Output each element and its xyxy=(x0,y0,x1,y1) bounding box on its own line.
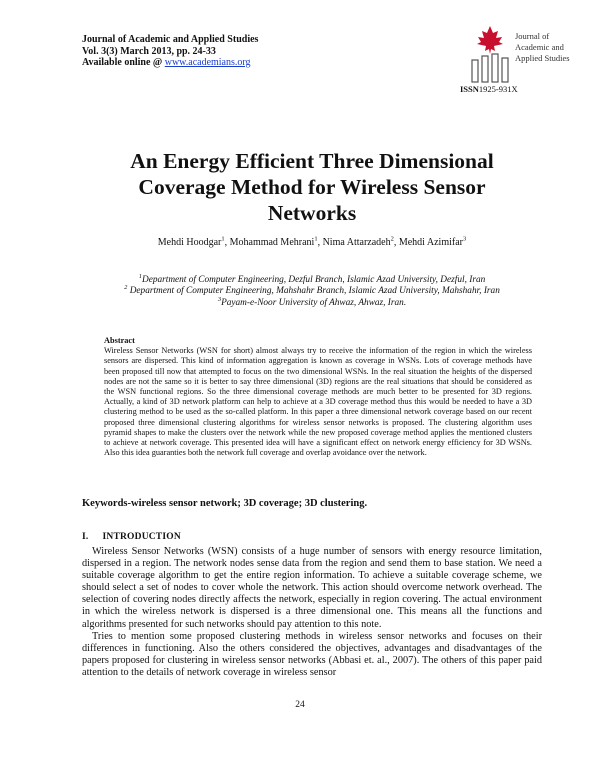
paragraph: Wireless Sensor Networks (WSN) consists of a huge number of sensors with energy resource limitation, dispersed in a region. The network nodes sense data from the region and send them to base station. We need a suitable coverage algorithm to get the entire region information. To achieve a suitable coverage scheme, we should select a set of nodes to cover whole the network. This action should overcome network overhead. The selection of covering nodes directly affects the network, especially in region covering. The actual environment in which the wireless network is dispersed is a three dimensional one. This means all the functions and algorithms presented for such networks should pay attention to this note. xyxy=(82,546,542,630)
author: Mehdi Hoodgar$^1$ xyxy=(157,235,225,248)
available-online: Available online @ www.academians.org xyxy=(82,57,251,68)
affiliation: $^2$ Department of Computer Engineering, Mahshahr Branch, Islamic Azad University, Mahshahr, Iran xyxy=(124,284,500,297)
journal-name: Journal of Academic and Applied Studies xyxy=(82,34,259,45)
paper-title: An Energy Efficient Three Dimensional Coverage Method for Wireless Sensor Networks xyxy=(130,149,494,225)
affiliation: $^3$Payam-e-Noor University of Ahwaz, Ahwaz, Iran. xyxy=(217,295,407,308)
body-text xyxy=(82,546,542,679)
issn: ISSN1925-931X xyxy=(460,84,518,94)
abstract-heading: Abstract xyxy=(104,336,135,345)
author: Mohammad Mehrani$^1$ xyxy=(229,235,318,248)
keywords: Keywords-wireless sensor network; 3D coverage; 3D clustering. xyxy=(82,498,368,509)
abstract xyxy=(104,336,532,458)
journal-volume: Vol. 3(3) March 2013, pp. 24-33 xyxy=(82,45,216,57)
logo-text: Journal of Academic and Applied Studies xyxy=(515,31,570,63)
affiliations xyxy=(82,272,542,309)
author: Nima Attarzadeh$^2$ xyxy=(322,235,394,248)
journal-url-link[interactable]: www.academians.org xyxy=(164,57,251,68)
abstract-text: Wireless Sensor Networks (WSN for short) almost always try to receive the information of the region in which the wireless sensors are dispersed. This kind of information aggregation is known as coverage in WSNs. Lots of coverage methods have been proposed till now that attempted to focus on the two dimensional WSNs. In the real situation the heights of the dispersed nodes are not the same so it is better to say three dimensional (3D) regions are the real situations that should be considered as the WSN functional regions. So the three dimensional coverage methods are much better to be presented for 3D regions. Actually, a kind of 3D network platform can help to achieve at a 3D coverage method thus this would be needed to have a 3D clustering method to be used as the so-called platform. In this paper a three dimensional network coverage based on our recent proposed three dimensional clustering algorithms for wireless sensor networks is proposed. The clustering algorithm uses pyramid shapes to make the clusters over the network while the new proposed coverage method applies the mentioned clusters to achieve at network coverage. This presented idea will have a significant effect on network energy efficiency for 3D WSNs. Also this idea guaranties both the network full coverage and overlap avoidance over the network. xyxy=(104,346,532,458)
journal-info xyxy=(82,34,258,69)
page-number: 24 xyxy=(295,700,305,710)
affiliation: $^1$Department of Computer Engineering, Dezful Branch, Islamic Azad University, Dezful, Iran xyxy=(138,272,486,285)
paragraph: Tries to mention some proposed clustering methods in wireless sensor networks and focuses on their differences in functioning. Also the others considered the objectives, advantages and disadvantages of the papers proposed for clustering in wireless sensor networks (Abbasi et. al., 2007). The others of this paper paid attention to the details of network coverage in wireless sensor xyxy=(82,630,542,678)
section-heading: I. INTRODUCTION xyxy=(82,532,181,542)
author-list: Mehdi Hoodgar$^1$, Mohammad Mehrani$^1$, Nima Attarzadeh$^2$, Mehdi Azimifar$^3$ xyxy=(157,235,467,248)
author: Mehdi Azimifar$^3$ xyxy=(398,235,467,248)
